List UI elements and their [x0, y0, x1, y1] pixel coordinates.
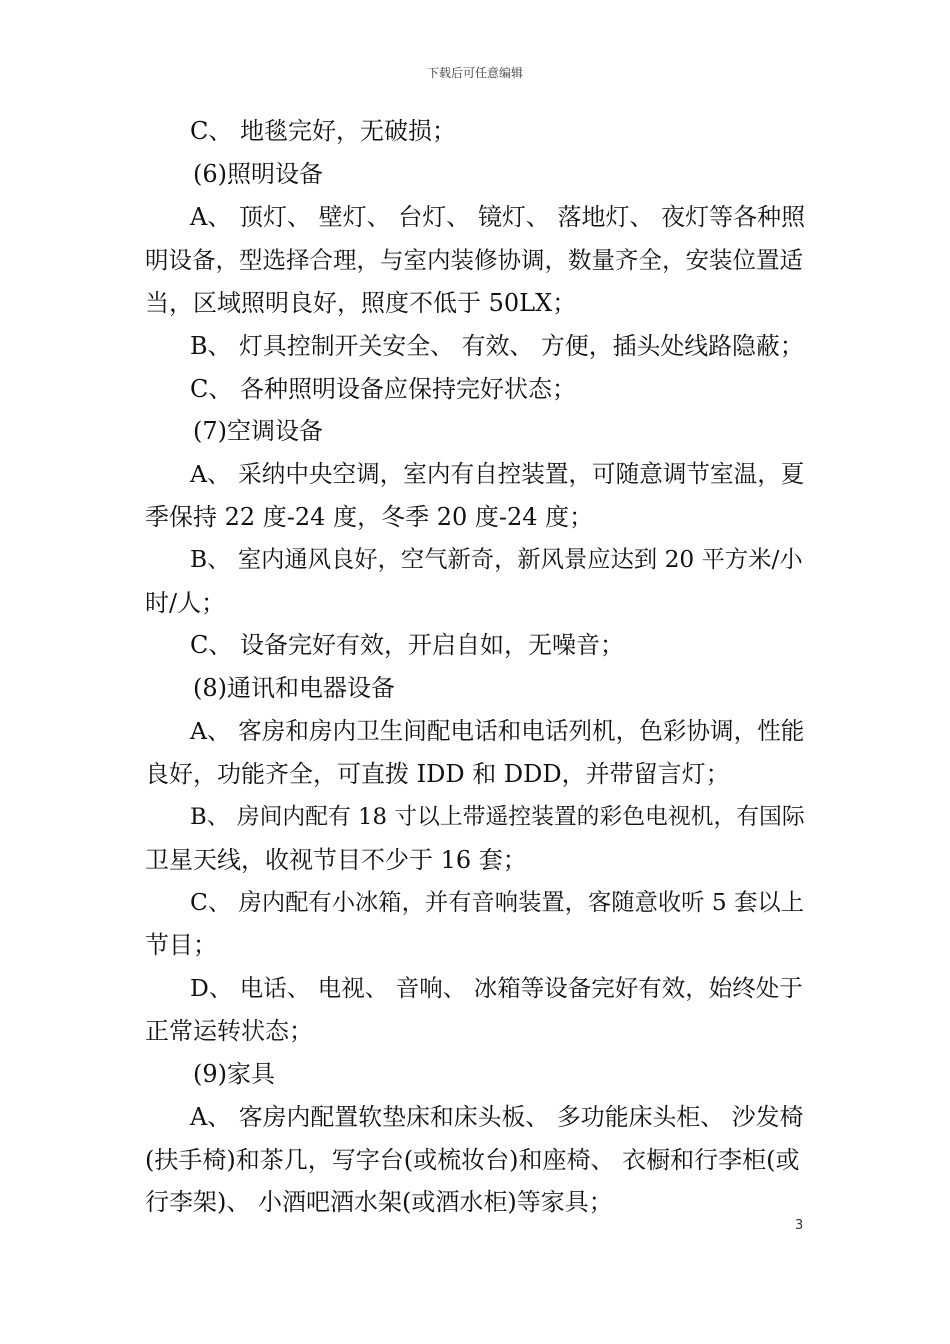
text-line: A、 顶灯、 壁灯、 台灯、 镜灯、 落地灯、 夜灯等各种照 [190, 203, 806, 231]
text-line: B、 房间内配有 18 寸以上带遥控装置的彩色电视机，有国际 [190, 804, 805, 830]
text-line: 明设备，型选择合理，与室内装修协调，数量齐全，安装位置适 [145, 246, 803, 274]
text-line: 节目； [145, 931, 217, 959]
text-line: A、 客房内配置软垫床和床头板、 多功能床头柜、 沙发椅 [190, 1103, 804, 1131]
text-line: C、 房内配有小冰箱，并有音响装置，客随意收听 5 套以上 [190, 889, 804, 916]
text-line: 当，区域照明良好，照度不低于 50LX； [145, 289, 577, 317]
text-line: A、 采纳中央空调，室内有自控装置，可随意调节室温，夏 [190, 460, 805, 488]
page-header: 下载后可任意编辑 [426, 66, 523, 80]
section-heading: (8)通讯和电器设备 [193, 674, 395, 702]
text-line: 时/人； [145, 589, 226, 617]
text-line: 良好，功能齐全，可直拨 IDD 和 DDD，并带留言灯； [145, 760, 730, 788]
text-line: (扶手椅)和茶几，写字台(或梳妆台)和座椅、 衣橱和行李柜(或 [145, 1146, 800, 1174]
text-line: 卫星天线，收视节目不少于 16 套； [145, 846, 527, 874]
text-line: C、 各种照明设备应保持完好状态； [190, 375, 576, 403]
text-line: A、 客房和房内卫生间配电话和电话列机，色彩协调，性能 [190, 717, 805, 745]
section-heading: (9)家具 [193, 1060, 275, 1088]
text-line: 季保持 22 度-24 度，冬季 20 度-24 度； [145, 503, 594, 531]
text-line: 行李架)、 小酒吧酒水架(或酒水柜)等家具； [145, 1188, 613, 1216]
section-heading: (6)照明设备 [193, 160, 323, 188]
page-number: 3 [795, 1218, 804, 1233]
text-line: 正常运转状态； [145, 1017, 313, 1045]
text-line: C、 设备完好有效，开启自如，无噪音； [190, 631, 624, 659]
text-line: B、 灯具控制开关安全、 有效、 方便，插头处线路隐蔽； [190, 332, 804, 360]
section-heading: (7)空调设备 [193, 417, 323, 445]
text-line: D、 电话、 电视、 音响、 冰箱等设备完好有效，始终处于 [190, 974, 803, 1002]
text-line: C、 地毯完好，无破损； [190, 117, 456, 145]
text-line: B、 室内通风良好，空气新奇，新风景应达到 20 平方米/小 [190, 546, 803, 573]
